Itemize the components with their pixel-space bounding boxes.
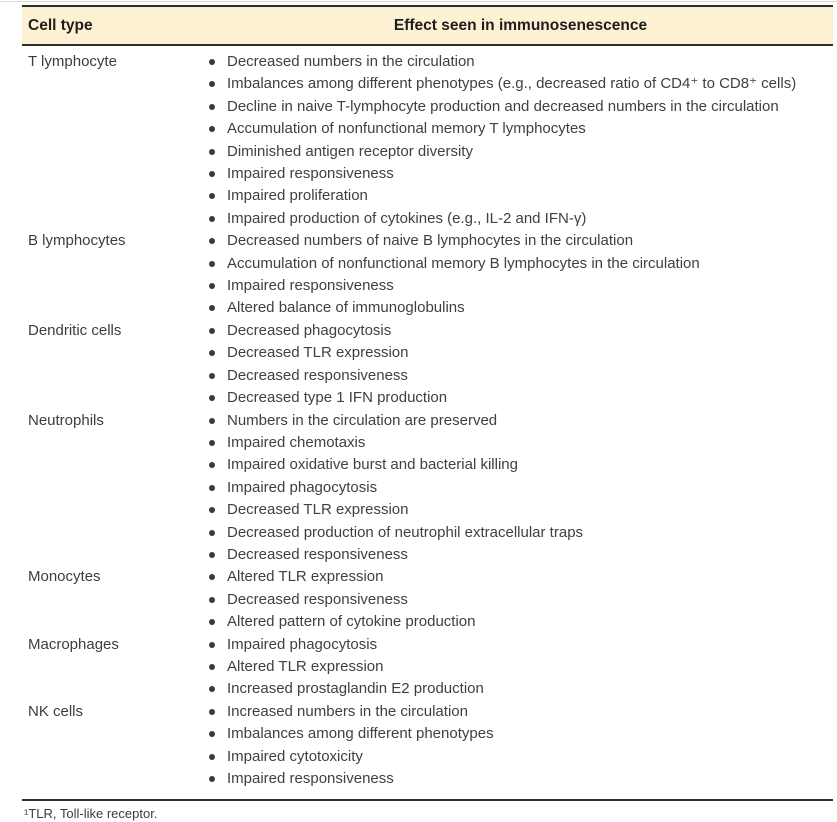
effect-text: Decreased type 1 IFN production — [227, 389, 448, 407]
effect-item — [208, 768, 833, 790]
effect-item — [208, 118, 833, 140]
bullet-icon — [209, 283, 215, 289]
effect-item — [208, 320, 833, 342]
bullet-icon — [209, 709, 215, 715]
bullet-icon — [209, 440, 215, 446]
effect-text: Decreased numbers in the circulation — [227, 53, 475, 70]
bullet-icon — [209, 552, 215, 558]
effect-text: Decreased responsiveness — [227, 545, 408, 563]
bullet-icon — [209, 59, 215, 65]
effect-item — [208, 342, 833, 364]
effect-item — [208, 432, 833, 454]
effect-item — [208, 230, 833, 252]
effect-item — [208, 678, 833, 700]
effects-list — [208, 634, 833, 701]
effect-text: Impaired responsiveness — [227, 770, 394, 787]
bullet-icon — [209, 574, 215, 580]
effect-text: Impaired cytotoxicity — [227, 747, 363, 765]
table-row — [22, 701, 833, 791]
bullet-icon — [209, 776, 215, 782]
page-top-divider — [0, 1, 837, 2]
effect-item — [208, 634, 833, 656]
effect-text: Altered balance of immunoglobulins — [227, 299, 465, 317]
effect-text: Decreased numbers of naive B lymphocytes in the circulation — [227, 232, 634, 250]
effect-item — [208, 410, 833, 432]
cell-type-label: T lymphocyte — [28, 53, 117, 70]
effect-item — [208, 387, 833, 409]
effect-item — [208, 499, 833, 521]
table-row — [22, 230, 833, 320]
effect-item — [208, 454, 833, 476]
bullet-icon — [209, 149, 215, 155]
effect-item — [208, 208, 833, 230]
bullet-icon — [209, 238, 215, 244]
effect-item — [208, 723, 833, 745]
effect-item — [208, 297, 833, 319]
bullet-icon — [209, 507, 215, 513]
effect-text: Impaired oxidative burst and bacterial killing — [227, 456, 518, 474]
cell-type-label: Neutrophils — [28, 411, 104, 429]
bullet-icon — [209, 373, 215, 379]
effect-text: Impaired phagocytosis — [227, 478, 378, 496]
effect-text: Impaired phagocytosis — [227, 635, 378, 653]
effect-text: Altered pattern of cytokine production — [227, 613, 476, 631]
bullet-icon — [209, 216, 215, 222]
table-body — [22, 46, 833, 799]
effect-text: Decreased phagocytosis — [227, 321, 392, 339]
effect-item — [208, 656, 833, 678]
effect-item — [208, 73, 833, 95]
effect-text: Decreased production of neutrophil extracellular traps — [227, 523, 584, 541]
bullet-icon — [209, 619, 215, 625]
effect-text: Numbers in the circulation are preserved — [227, 411, 498, 429]
bullet-icon — [209, 171, 215, 177]
effect-item — [208, 163, 833, 185]
effect-text: Decline in naive T-lymphocyte production and decreased numbers in the circulation — [227, 97, 779, 115]
cell-type-label: NK cells — [28, 702, 84, 720]
effect-text: Diminished antigen receptor diversity — [227, 142, 473, 160]
table-row — [22, 51, 833, 230]
bullet-icon — [209, 126, 215, 132]
bullet-icon — [209, 485, 215, 491]
bullet-icon — [209, 664, 215, 670]
bullet-icon — [209, 462, 215, 468]
effect-text: Impaired chemotaxis — [227, 433, 366, 451]
effect-text: Imbalances among different phenotypes — [227, 725, 494, 743]
bullet-icon — [209, 261, 215, 267]
effect-item — [208, 275, 833, 297]
effect-text: Decreased TLR expression — [227, 344, 409, 362]
effect-text: Impaired production of cytokines (e.g., IL-2 and IFN-γ) — [227, 209, 587, 227]
column-header-effect: Effect seen in immunosenescence — [393, 16, 648, 34]
effect-text: Altered TLR expression — [227, 657, 384, 675]
bullet-icon — [209, 193, 215, 199]
table-row — [22, 634, 833, 701]
effect-text: Accumulation of nonfunctional memory T lymphocytes — [227, 120, 586, 138]
effect-text: Imbalances among different phenotypes (e.g., decreased ratio of CD4⁺ to CD8⁺ cells) — [227, 75, 797, 93]
effect-item — [208, 141, 833, 163]
effects-list — [208, 230, 833, 320]
bullet-icon — [209, 597, 215, 603]
effect-item — [208, 746, 833, 768]
effect-text: Impaired responsiveness — [227, 165, 394, 183]
effect-item — [208, 589, 833, 611]
effect-item — [208, 566, 833, 588]
effect-text: Decreased responsiveness — [227, 590, 408, 608]
effects-list — [208, 320, 833, 410]
bullet-icon — [209, 642, 215, 648]
bullet-icon — [209, 418, 215, 424]
column-header-cell-type: Cell type — [28, 16, 93, 34]
bullet-icon — [209, 305, 215, 311]
effect-text: Increased numbers in the circulation — [227, 702, 468, 720]
effect-item — [208, 185, 833, 207]
effect-item — [208, 544, 833, 566]
effect-text: Accumulation of nonfunctional memory B lymphocytes in the circulation — [227, 254, 700, 272]
bullet-icon — [209, 731, 215, 737]
table-header-row — [22, 7, 833, 44]
bullet-icon — [209, 104, 215, 110]
effects-list — [208, 410, 833, 567]
bullet-icon — [209, 350, 215, 356]
effect-item — [208, 477, 833, 499]
effect-item — [208, 253, 833, 275]
bullet-icon — [209, 81, 215, 87]
table-row — [22, 320, 833, 410]
immunosenescence-table — [22, 5, 833, 822]
effects-list — [208, 51, 833, 230]
cell-type-label: Monocytes — [28, 568, 101, 586]
effect-text: Impaired responsiveness — [227, 277, 394, 295]
bullet-icon — [209, 530, 215, 536]
effect-item — [208, 522, 833, 544]
effect-text: Altered TLR expression — [227, 568, 384, 586]
effect-item — [208, 365, 833, 387]
effect-item — [208, 701, 833, 723]
table-row — [22, 410, 833, 567]
table-row — [22, 566, 833, 633]
effect-item — [208, 611, 833, 633]
effect-text: Increased prostaglandin E2 production — [227, 680, 484, 698]
bullet-icon — [209, 754, 215, 760]
effects-list — [208, 566, 833, 633]
effect-text: Decreased responsiveness — [227, 366, 408, 384]
bullet-icon — [209, 395, 215, 401]
table-footnote: ¹TLR, Toll-like receptor. — [24, 806, 158, 822]
effect-text: Decreased TLR expression — [227, 501, 409, 519]
effect-text: Impaired proliferation — [227, 187, 368, 205]
bullet-icon — [209, 686, 215, 692]
effect-item — [208, 51, 833, 73]
cell-type-label: B lymphocytes — [28, 232, 126, 250]
effect-item — [208, 96, 833, 118]
cell-type-label: Macrophages — [28, 635, 119, 653]
effects-list — [208, 701, 833, 791]
cell-type-label: Dendritic cells — [28, 321, 122, 339]
bullet-icon — [209, 328, 215, 334]
